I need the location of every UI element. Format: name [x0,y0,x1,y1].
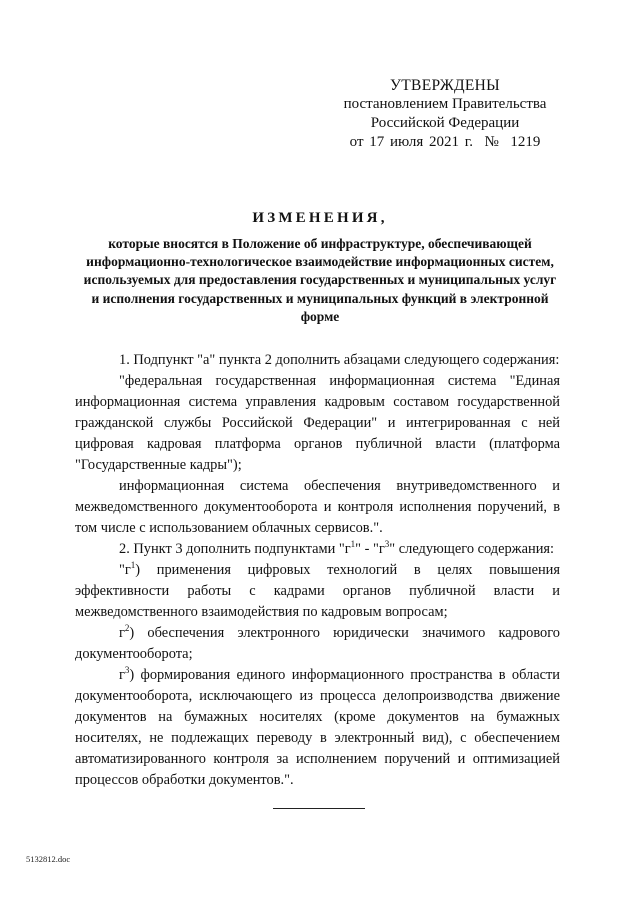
paragraph-2: "федеральная государственная информационная система "Единая информационная система управления кадровым составом государственной гражданской службы Российской Федерации" и интегрированная с ней цифровая кадровая платформа органов публичной власти (платформа "Государственные кадры"); [75,373,560,473]
end-divider [273,808,365,809]
approval-date-prefix: от [349,134,364,150]
subparagraph-g1-text: ) применения цифровых технологий в целях повышения эффективности работы с кадрами органов публичной власти и межведомственного взаимодействия по кадровым вопросам; [75,562,560,620]
paragraph-4-text-end: " следующего содержания: [389,541,555,557]
subparagraph-g1-label: "г [119,562,131,578]
paragraph-4 [75,539,560,560]
approval-line-government: постановлением Правительства [343,96,547,112]
paragraph-4-text-middle: " - "г [355,541,385,557]
subparagraph-g2 [75,623,560,665]
subparagraph-g1-sup: 1 [130,560,136,571]
subparagraph-g3 [75,665,560,791]
subparagraph-g3-label: г [119,667,125,683]
paragraph-4-sup-1: 1 [350,539,356,550]
paragraph-3: информационная система обеспечения внутриведомственного и межведомственного документооборота и контроля исполнения поручений, в том числе с использованием облачных сервисов.". [75,478,560,536]
approval-date: 17 июля 2021 г. [369,134,473,150]
approval-date-line [330,133,560,152]
document-title: ИЗМЕНЕНИЯ, [252,210,388,226]
document-file-reference: 5132812.doc [26,854,71,864]
subparagraph-g3-sup: 3 [124,665,130,676]
paragraph-4-text-start: 2. Пункт 3 дополнить подпунктами "г [119,541,351,557]
document-body [75,350,560,791]
approval-block [330,76,560,152]
approval-number: 1219 [510,134,541,150]
subparagraph-g2-label: г [119,625,125,641]
subparagraph-g3-text: ) формирования единого информационного пространства в области документооборота, исключающего из процесса делопроизводства движение документов на бумажных носителях (кроме документов на бумажных носителях, не подлежащих переводу в электронный вид), с обеспечением автоматизированного контроля за исполнением поручений и оптимизацией процессов обработки документов.". [75,667,560,788]
paragraph-1: 1. Подпункт "а" пункта 2 дополнить абзацами следующего содержания: [119,352,560,368]
approval-line-federation: Российской Федерации [370,115,520,131]
approval-heading: УТВЕРЖДЕНЫ [390,77,500,94]
subparagraph-g1 [75,560,560,623]
approval-number-sign: № [484,134,499,150]
paragraph-4-sup-3: 3 [384,539,390,550]
subparagraph-g2-sup: 2 [124,623,130,634]
document-subtitle: которые вносятся в Положение об инфраструктуре, обеспечивающей информационно-технологическое взаимодействие информационных систем, используемых для предоставления государственных и муниципальных услуг и исполнения государственных и муниципальных функций в электронной форме [83,236,557,324]
subparagraph-g2-text: ) обеспечения электронного юридически значимого кадрового документооборота; [75,625,560,662]
